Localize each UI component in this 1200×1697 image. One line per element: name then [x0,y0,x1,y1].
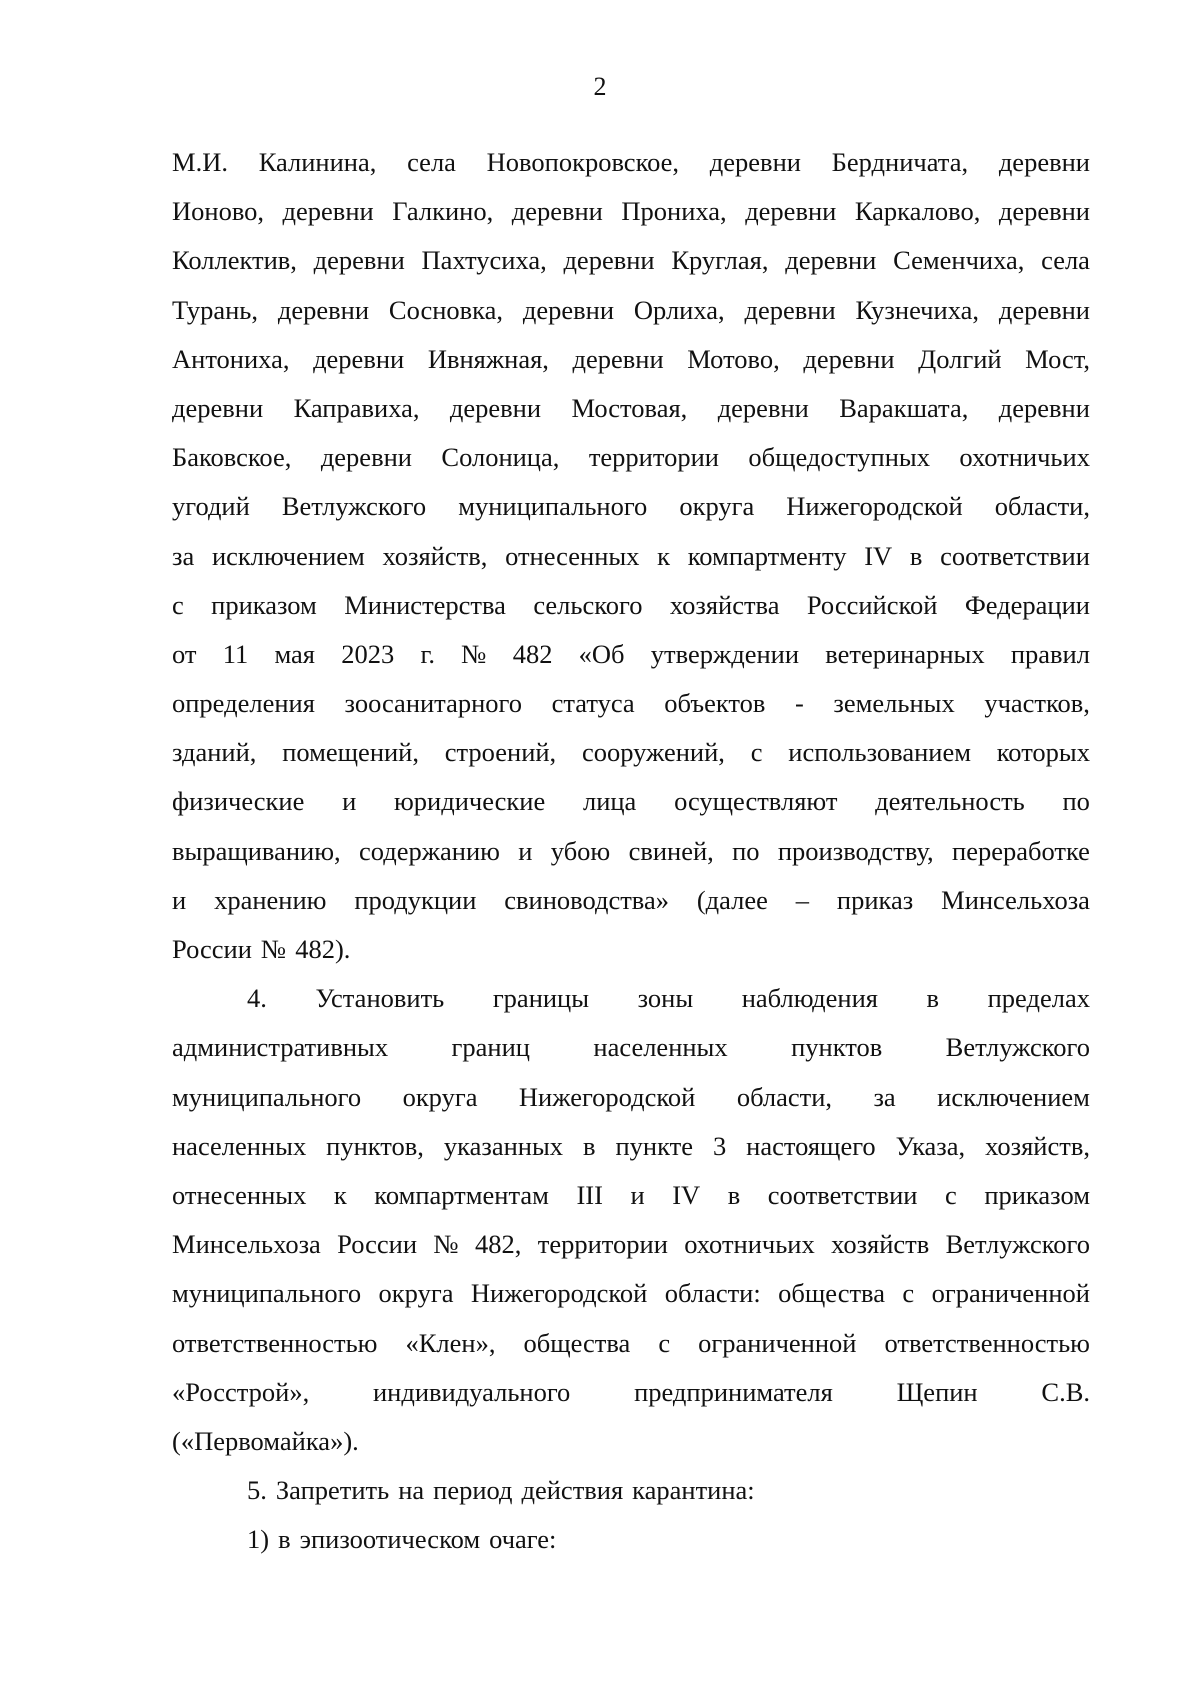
word: Новопокровское, [486,147,680,177]
text-line [172,384,1090,433]
subitem-1-heading [172,1515,1090,1564]
word: и [518,835,533,866]
word: пунктов [791,1032,883,1063]
word: муниципального [458,491,648,522]
text-line [172,482,1090,531]
word: правил [1010,638,1090,669]
word: продукции [354,884,477,915]
word: участков, [984,688,1090,719]
word: деревни [803,343,895,374]
word: статуса [551,688,635,719]
word: деревни [313,245,405,276]
word: приказом [211,589,317,620]
word: Российской [806,589,938,620]
word: 482). [295,934,351,964]
word: земельных [833,688,955,719]
word: деревни [998,196,1090,227]
word: хозяйств, [382,540,488,571]
word: Федерации [964,589,1090,620]
word: отнесенных [172,1179,307,1210]
word: Минсельхоза [172,1229,321,1260]
word: свиноводства» [504,884,669,915]
text-line [172,827,1090,876]
text-line [172,187,1090,236]
word: с [750,737,763,768]
word: которых [996,737,1090,768]
word: Каркалово, [854,196,981,227]
word: за [172,540,195,571]
word: ограниченной [931,1278,1090,1309]
word: хозяйств [831,1229,930,1260]
word: свиней, [628,835,714,866]
word: деревни [320,442,412,473]
word: М.И. [172,147,228,177]
word: территории [537,1229,668,1260]
word: Антониха, [172,343,290,374]
text-line [172,630,1090,679]
word: в [278,1524,291,1555]
word: хозяйства [669,589,780,620]
text-line [172,1171,1090,1220]
text-line [172,1220,1090,1269]
word: деревни [313,343,405,374]
word: мая [274,638,315,669]
word: к [657,540,671,571]
word: России [337,1229,418,1260]
word: Указа, [895,1130,966,1161]
word: № [260,934,287,964]
word: ответственностью [172,1327,378,1358]
word: общедоступных [748,442,930,473]
word: «Клен», [405,1327,496,1358]
word: ветеринарных [825,638,985,669]
word: и [342,786,357,817]
word: деревни [511,196,603,227]
word: Нижегородской [786,491,963,522]
word: – [795,884,810,915]
paragraph-4-first-line [172,974,1090,1023]
word: области: [664,1278,761,1309]
word: села [1041,245,1090,276]
text-line [172,286,1090,335]
word: деревни [744,294,836,325]
word: г. [420,638,435,669]
text-line [172,581,1090,630]
word: муниципального [172,1081,362,1112]
word: IV [864,540,893,571]
word: компартментам [374,1179,549,1210]
word: переработке [952,835,1090,866]
word: отнесенных [505,540,640,571]
word: в [909,540,923,571]
word: Нижегородской [470,1278,648,1309]
text-line [172,236,1090,285]
word: Ионово, [172,196,265,227]
word: Ветлужского [945,1032,1090,1063]
word: предпринимателя [634,1376,833,1407]
word: деревни [282,196,374,227]
word: исключением [937,1081,1090,1112]
word: с [902,1278,915,1309]
word: убою [550,835,611,866]
word: Семенчиха, [893,245,1025,276]
word: границ [451,1032,530,1063]
word: округа [378,1278,454,1309]
word: охотничьих [959,442,1090,473]
word: физические [172,786,305,817]
word: карантина: [632,1475,755,1506]
word: Круглая, [671,245,769,276]
word: деревни [998,147,1090,177]
word: деревни [563,245,655,276]
word: в [926,983,940,1014]
text-line [172,925,1090,974]
word: № [433,1229,459,1260]
word: С.В. [1041,1376,1090,1407]
word: с [172,589,184,620]
word: охотничьих [684,1229,815,1260]
word: IV [672,1179,701,1210]
word: производству, [777,835,934,866]
word: определения [172,688,315,719]
word: 11 [222,638,249,669]
word: Министерства [344,589,506,620]
word: Пахтусиха, [421,245,547,276]
word: сооружений, [581,737,725,768]
word: территории [588,442,719,473]
word: деревни [785,245,877,276]
word: хранению [214,884,327,915]
text-line [172,1368,1090,1417]
document-body [172,138,1090,1564]
word: деревни [449,392,542,423]
word: общества [523,1327,631,1358]
word: Ветлужского [281,491,427,522]
word: «Росстрой», [172,1376,310,1407]
word: от [172,638,197,669]
word: Бердничата, [831,147,969,177]
word: области, [994,491,1090,522]
word: соответствии [940,540,1090,571]
word: Установить [315,983,445,1014]
word: («Первомайка»). [172,1425,359,1456]
word: России [172,934,252,964]
word: «Об [578,638,625,669]
text-line [172,1122,1090,1171]
word: по [1062,786,1090,817]
word: в [727,1179,741,1210]
word: деревни [572,343,664,374]
word: Солоница, [441,442,560,473]
word: настоящего [746,1130,876,1161]
word: III [576,1179,603,1210]
word: эпизоотическом [299,1524,481,1555]
word: Турань, [172,294,259,325]
page-number: 2 [593,72,607,101]
word: общества [778,1278,885,1309]
word: исключением [211,540,365,571]
word: Калинина, [258,147,377,177]
word: Мост, [1025,343,1090,374]
text-line [172,1073,1090,1122]
word: помещений, [282,737,419,768]
word: в [583,1130,596,1161]
word: за [873,1081,896,1112]
word: зоны [637,983,694,1014]
text-line [172,1269,1090,1318]
word: с [945,1179,957,1210]
text-line [172,679,1090,728]
word: Баковское, [172,442,292,473]
text-line [172,433,1090,482]
word: приказ [836,884,914,915]
word: компартменту [687,540,847,571]
word: границы [492,983,590,1014]
word: очаге: [489,1524,557,1555]
text-line [172,1319,1090,1368]
word: деревни [277,294,370,325]
word: Прониха, [621,196,727,227]
word: Сосновка, [388,294,504,325]
word: период [433,1475,513,1506]
word: пункте [615,1130,693,1161]
word: зданий, [172,737,257,768]
word: 482, [475,1229,522,1260]
paragraph-5-heading [172,1466,1090,1515]
word: Ивняжная, [427,343,549,374]
word: деятельность [875,786,1025,817]
word: деревни [709,147,801,177]
word: административных [172,1032,389,1063]
word: наблюдения [741,983,878,1014]
word: деревни [172,392,264,423]
word: строений, [444,737,557,768]
word: Кузнечиха, [855,294,979,325]
word: Варакшата, [839,392,969,423]
word: Долгий [918,343,1002,374]
word: округа [679,491,755,522]
word: 3 [712,1130,727,1161]
word: лица [582,786,637,817]
word: приказом [984,1179,1090,1210]
word: использованием [788,737,971,768]
word: к [333,1179,347,1210]
word: округа [402,1081,478,1112]
word: ответственностью [884,1327,1090,1358]
word: юридические [394,786,546,817]
word: действия [521,1475,624,1506]
word: - [794,688,804,719]
word: 482 [512,638,553,669]
word: области, [736,1081,833,1112]
word: указанных [443,1130,564,1161]
word: № [461,638,487,669]
word: Галкино, [392,196,494,227]
word: деревни [717,392,809,423]
word: Запретить [275,1475,390,1506]
word: осуществляют [674,786,838,817]
text-line [172,777,1090,826]
text-line [172,138,1090,187]
text-line [172,335,1090,384]
word: по [732,835,760,866]
word: Коллектив, [172,245,297,276]
word: Орлиха, [633,294,725,325]
word: Мотово, [687,343,780,374]
word: деревни [522,294,615,325]
word: объектов [664,688,766,719]
word: Щепин [896,1376,978,1407]
word: Мостовая, [571,392,688,423]
word: Нижегородской [518,1081,696,1112]
word: сельского [533,589,643,620]
text-line [172,1023,1090,1072]
word: 4. [247,983,267,1014]
word: 1) [247,1524,270,1555]
word: выращиванию, [172,835,341,866]
word: и [630,1179,645,1210]
word: 5. [247,1475,267,1506]
word: ограниченной [698,1327,857,1358]
word: деревни [998,294,1090,325]
word: хозяйств, [985,1130,1090,1161]
word: соответствии [767,1179,918,1210]
word: утверждении [650,638,800,669]
word: Каправиха, [293,392,420,423]
word: индивидуального [373,1376,571,1407]
word: муниципального [172,1278,362,1309]
word: Минсельхоза [941,884,1090,915]
text-line [172,1417,1090,1466]
word: пределах [987,983,1090,1014]
word: деревни [745,196,837,227]
word: содержанию [358,835,500,866]
text-line [172,876,1090,925]
text-line [172,728,1090,777]
word: (далее [696,884,768,915]
text-line [172,532,1090,581]
word: пунктов, [326,1130,424,1161]
word: села [407,147,456,177]
word: деревни [998,392,1090,423]
word: Ветлужского [945,1229,1090,1260]
word: 2023 [341,638,395,669]
word: и [172,884,187,915]
word: населенных [172,1130,307,1161]
word: угодий [172,491,250,522]
word: зоосанитарного [344,688,522,719]
word: на [398,1475,425,1506]
word: с [658,1327,671,1358]
word: населенных [593,1032,728,1063]
